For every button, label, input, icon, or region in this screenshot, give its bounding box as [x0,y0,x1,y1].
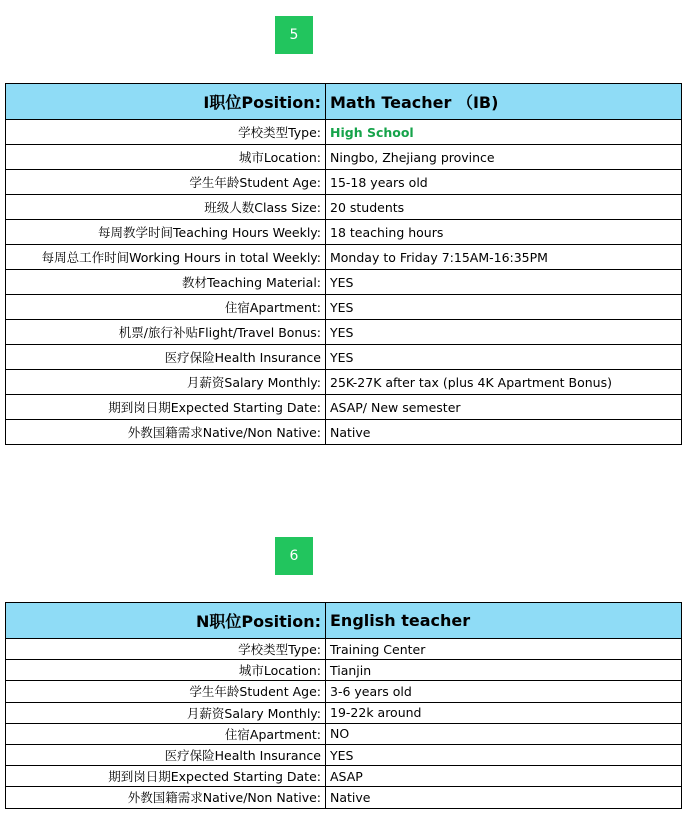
field-label: 期到岗日期Expected Starting Date: [6,395,326,420]
job-number-badge: 6 [275,537,313,575]
table-row [6,723,682,744]
field-label: 每周总工作时间Working Hours in total Weekly: [6,245,326,270]
field-label: 学生年龄Student Age: [6,681,326,702]
table-row [6,639,682,660]
field-label: 城市Location: [6,145,326,170]
field-value: YES [326,295,682,320]
field-value: YES [326,345,682,370]
field-label: 医疗保险Health Insurance [6,345,326,370]
field-label: 月薪资Salary Monthly: [6,702,326,723]
field-value-highlight: High School [326,120,682,145]
field-label: 机票/旅行补贴Flight/Travel Bonus: [6,320,326,345]
field-value: 15-18 years old [326,170,682,195]
table-row [6,766,682,787]
field-label: 城市Location: [6,660,326,681]
table-row [6,220,682,245]
field-value: 20 students [326,195,682,220]
field-value: NO [326,723,682,744]
table-row [6,345,682,370]
field-value: 3-6 years old [326,681,682,702]
table-row [6,120,682,145]
field-label: 学生年龄Student Age: [6,170,326,195]
field-value: YES [326,744,682,765]
field-label: 每周教学时间Teaching Hours Weekly: [6,220,326,245]
position-header-row [6,84,682,120]
table-row [6,320,682,345]
field-value: YES [326,320,682,345]
field-label: 学校类型Type: [6,120,326,145]
field-value: Training Center [326,639,682,660]
field-label: 月薪资Salary Monthly: [6,370,326,395]
field-value: Ningbo, Zhejiang province [326,145,682,170]
field-value: Native [326,787,682,808]
table-row [6,295,682,320]
field-label: 住宿Apartment: [6,723,326,744]
table-row [6,702,682,723]
table-row [6,270,682,295]
table-row [6,170,682,195]
table-row [6,395,682,420]
job-table [5,602,682,809]
field-label: 期到岗日期Expected Starting Date: [6,766,326,787]
field-value: Native [326,420,682,445]
table-row [6,681,682,702]
field-value: Monday to Friday 7:15AM-16:35PM [326,245,682,270]
table-row [6,660,682,681]
table-row [6,787,682,808]
field-value: YES [326,270,682,295]
field-label: 学校类型Type: [6,639,326,660]
field-value: 25K-27K after tax (plus 4K Apartment Bonus) [326,370,682,395]
field-label: 班级人数Class Size: [6,195,326,220]
table-row [6,420,682,445]
table-row [6,370,682,395]
field-value: ASAP/ New semester [326,395,682,420]
field-label: 外教国籍需求Native/Non Native: [6,787,326,808]
field-label: 外教国籍需求Native/Non Native: [6,420,326,445]
position-label: I职位Position: [6,84,326,120]
field-label: 教材Teaching Material: [6,270,326,295]
position-header-row [6,603,682,639]
job-number-badge: 5 [275,16,313,54]
field-value: Tianjin [326,660,682,681]
position-label: N职位Position: [6,603,326,639]
table-row [6,245,682,270]
position-value: English teacher [326,603,682,639]
field-value: 18 teaching hours [326,220,682,245]
field-value: ASAP [326,766,682,787]
job-table [5,83,682,445]
table-row [6,195,682,220]
field-label: 医疗保险Health Insurance [6,744,326,765]
table-row [6,145,682,170]
field-value: 19-22k around [326,702,682,723]
field-label: 住宿Apartment: [6,295,326,320]
position-value: Math Teacher （IB) [326,84,682,120]
table-row [6,744,682,765]
